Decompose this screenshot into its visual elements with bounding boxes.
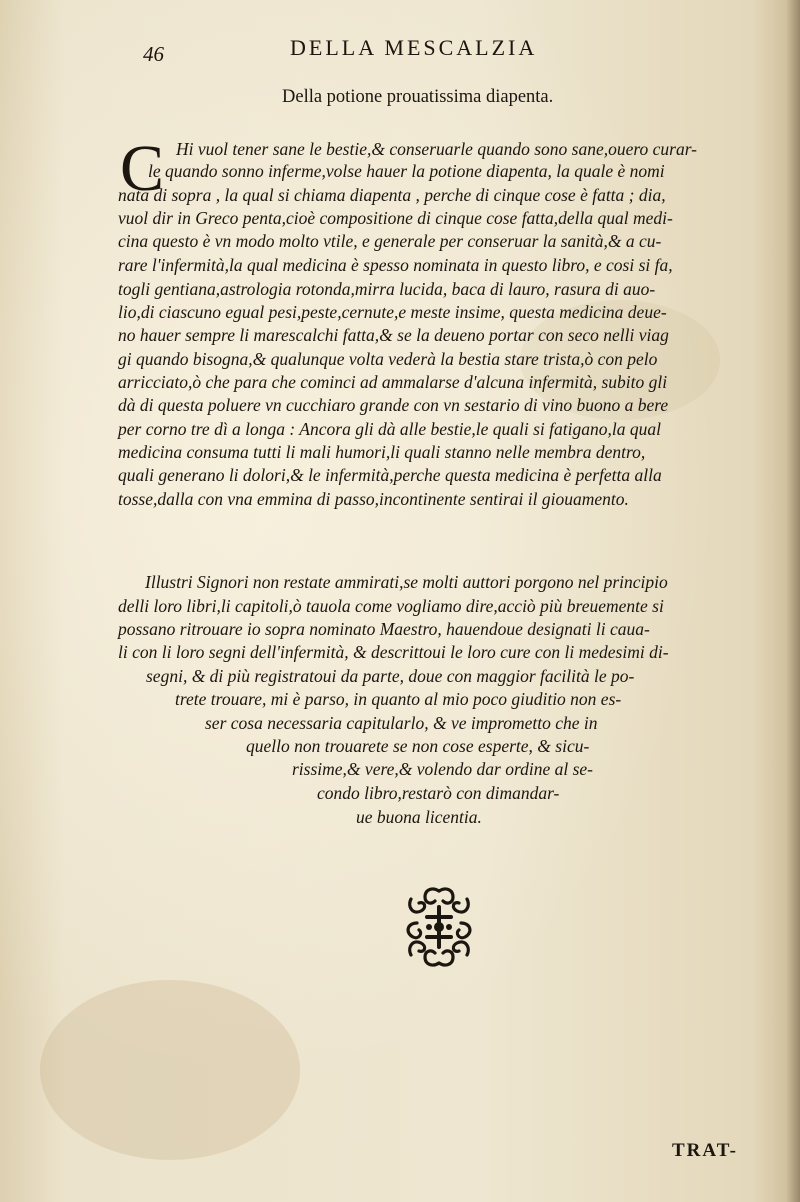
text-line: Illustri Signori non restate ammirati,se molti auttori porgono nel principio [145,572,668,592]
text-line: possano ritrouare io sopra nominato Maestro, hauendoue designati li caua- [118,619,650,639]
drop-cap: C [120,132,165,205]
text-line: per corno tre dì a longa : Ancora gli dà alle bestie,le quali si fatigano,la qual [118,419,661,439]
text-line: gi quando bisogna,& qualunque volta vederà la bestia stare trista,ò con pelo [118,349,658,369]
text-line: rissime,& vere,& volendo dar ordine al se- [292,759,594,779]
text-line: nata di sopra , la qual si chiama diapenta , perche di cinque cose è fatta ; dia, [118,185,666,205]
text-line: condo libro,restarò con dimandar- [317,783,560,803]
text-line: lio,di ciascuno egual pesi,peste,cernute,e meste insime, questa medicina deue- [118,302,667,322]
text-line: ser cosa necessaria capitularlo, & ve imprometto che in [205,713,598,733]
section-title: Della potione prouatissima diapenta. [282,87,554,107]
catchword: TRAT- [672,1140,738,1161]
page-number: 46 [143,42,164,66]
text-line: quali generano li dolori,& le infermità,perche questa medicina è perfetta alla [118,465,662,485]
text-line: rare l'infermità,la qual medicina è spesso nominata in questo libro, e cosi si fa, [118,255,673,275]
text-line: trete trouare, mi è parso, in quanto al mio poco giuditio non es- [175,689,622,709]
text-line: vuol dir in Greco penta,cioè compositione di cinque cose fatta,della qual medi- [118,208,673,228]
text-line: delli loro libri,li capitoli,ò tauola come vogliamo dire,acciò più breuemente si [118,596,664,616]
page-edge-shadow [786,0,800,1202]
text-line: dà di questa poluere vn cucchiaro grande con vn sestario di vino buono a bere [118,395,669,415]
paper-stain [40,980,300,1160]
text-line: Hi vuol tener sane le bestie,& conseruarle quando sono sane,ouero curar- [176,139,698,159]
text-line: li con li loro segni dell'infermità, & descrittoui le loro cure con li medesimi di- [118,642,669,662]
text-line: togli gentiana,astrologia rotonda,mirra lucida, baca di lauro, rasura di auo- [118,279,656,299]
running-title: DELLA MESCALZIA [290,35,538,60]
text-line: medicina consuma tutti li mali humori,li quali stanno nelle membra dentro, [118,442,646,462]
text-line: segni, & di più registratoui da parte, doue con maggior facilità le po- [146,666,635,686]
text-line: tosse,dalla con vna emmina di passo,incontinente sentirai il giouamento. [118,489,629,509]
text-line: arricciato,ò che para che cominci ad ammalarse d'alcuna infermità, subito gli [118,372,668,392]
text-line: quello non trouarete se non cose esperte, & sicu- [246,736,590,756]
text-line: le quando sonno inferme,volse hauer la potione diapenta, la quale è nomi [148,161,665,181]
text-line: no hauer sempre li marescalchi fatta,& se la deueno portar con seco nelli viag [118,325,669,345]
text-line: cina questo è vn modo molto vtile, e generale per conseruar la sanità,& a cu- [118,231,662,251]
printers-ornament-icon [403,885,475,969]
text-line: ue buona licentia. [356,807,482,827]
